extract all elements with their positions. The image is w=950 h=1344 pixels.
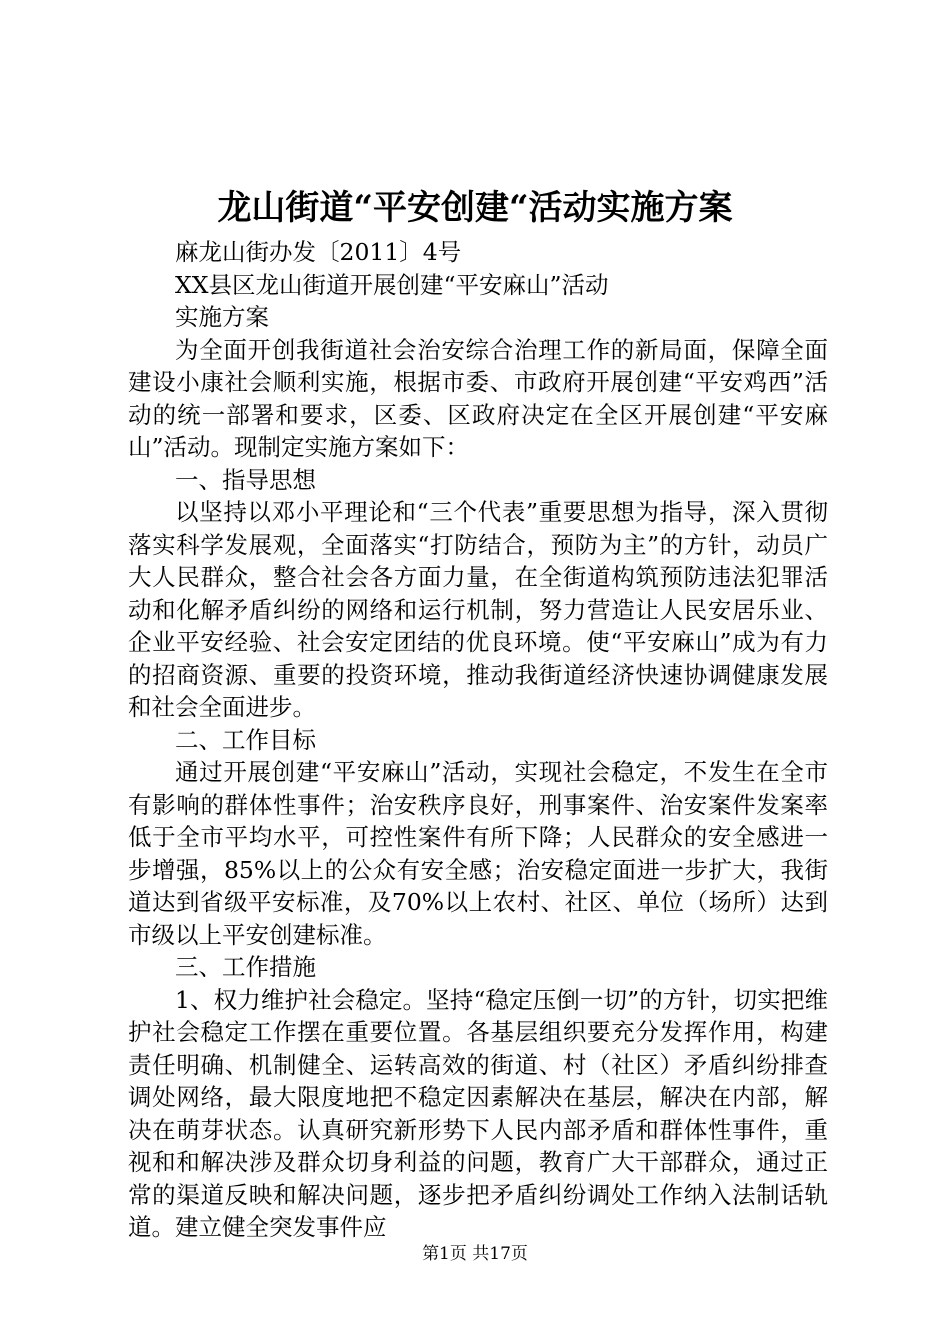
page-footer: 第1页 共17页 [422,1244,528,1264]
guiding-ideology-paragraph: 以坚持以邓小平理论和“三个代表”重要思想为指导，深入贯彻落实科学发展观，全面落实“打防结合，预防为主”的方针，动员广大人民群众，整合社会各方面力量，在全街道构筑预防违法犯罪活动和化解矛盾纠纷的网络和运行机制，努力营造让人民安居乐业、企业平安经验、社会安定团结的优良环境。使“平安麻山”成为有力的招商资源、重要的投资环境，推动我街道经济快速协调健康发展和社会全面进步。 [128,498,828,721]
document-number: 麻龙山街办发〔2011〕4号 [175,238,462,266]
work-measures-paragraph-1: 1、权力维护社会稳定。坚持“稳定压倒一切”的方针，切实把维护社会稳定工作摆在重要位置。各基层组织要充分发挥作用，构建责任明确、机制健全、运转高效的街道、村（社区）矛盾纠纷排查调处网络，最大限度地把不稳定因素解决在基层，解决在内部，解决在萌芽状态。认真研究新形势下人民内部矛盾和群体性事件，重视和和解决涉及群众切身利益的问题，教育广大干部群众，通过正常的渠道反映和解决问题，逐步把矛盾纠纷调处工作纳入法制话轨道。建立健全突发事件应 [128,985,828,1241]
work-goals-paragraph: 通过开展创建“平安麻山”活动，实现社会稳定，不发生在全市有影响的群体性事件；治安秩序良好，刑事案件、治安案件发案率低于全市平均水平，可控性案件有所下降；人民群众的安全感进一步增强，85%以上的公众有安全感；治安稳定面进一步扩大，我街道达到省级平安标准，及70%以上农村、社区、单位（场所）达到市级以上平安创建标准。 [128,758,828,949]
section-heading-guiding-ideology: 一、指导思想 [175,465,316,494]
section-heading-work-goals: 二、工作目标 [175,725,316,754]
intro-paragraph: 为全面开创我街道社会治安综合治理工作的新局面，保障全面建设小康社会顺利实施，根据市委、市政府开展创建“平安鸡西”活动的统一部署和要求，区委、区政府决定在全区开展创建“平安麻山”活动。现制定实施方案如下： [128,335,828,461]
section-heading-work-measures: 三、工作措施 [175,953,316,981]
document-title: 龙山街道“平安创建“活动实施方案 [217,188,733,228]
document-body [128,236,828,1244]
document-subtitle-line1: XX县区龙山街道开展创建“平安麻山”活动 [175,270,609,299]
document-subtitle-line2: 实施方案 [175,303,269,331]
